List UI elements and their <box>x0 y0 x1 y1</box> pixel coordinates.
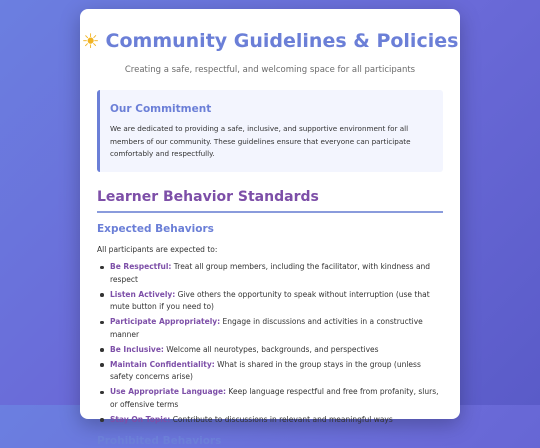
expected-behaviors-list <box>97 261 443 426</box>
behavior-description: Keep language respectful and free from profanity, slurs, or offensive terms <box>110 387 439 409</box>
list-item <box>97 344 443 357</box>
list-item <box>97 261 443 286</box>
page-title <box>81 29 459 53</box>
page-header <box>81 29 459 76</box>
list-item <box>97 316 443 341</box>
list-item <box>97 414 443 427</box>
prohibited-behaviors-heading: Prohibited Behaviors <box>97 435 222 447</box>
commitment-text: We are dedicated to providing a safe, inclusive, and supportive environment for all members of our community. These guidelines ensure that everyone can participate comfortably and respectfully. <box>110 124 411 158</box>
behavior-description: Give others the opportunity to speak without interruption (use that mute button if you need to) <box>110 289 430 311</box>
list-item <box>97 359 443 384</box>
behavior-description: Engage in discussions and activities in a constructive manner <box>110 317 423 339</box>
behavior-description: What is shared in the group stays in the group (unless safety concerns arise) <box>110 359 421 381</box>
behavior-description: Welcome all neurotypes, backgrounds, and perspectives <box>163 344 379 354</box>
section-title-learner-standards: Learner Behavior Standards <box>97 188 443 213</box>
commitment-box <box>97 90 443 172</box>
list-item <box>97 289 443 314</box>
behavior-term: Maintain Confidentiality: <box>110 359 215 369</box>
expected-behaviors-heading: Expected Behaviors <box>97 223 214 235</box>
behavior-description: Treat all group members, including the facilitator, with kindness and respect <box>110 262 431 284</box>
behavior-term: Use Appropriate Language: <box>110 387 227 396</box>
behavior-term: Participate Appropriately: <box>110 317 221 326</box>
behavior-description: Contribute to discussions in relevant and meaningful ways <box>170 414 393 424</box>
guidelines-card <box>80 9 460 447</box>
behavior-term: Stay On Topic: <box>110 414 171 424</box>
page-subtitle: Creating a safe, respectful, and welcoming space for all participants <box>124 65 416 75</box>
expected-behaviors-intro: All participants are expected to: <box>97 245 218 254</box>
page-title-text: Community Guidelines & Policies <box>105 30 459 52</box>
behavior-term: Be Respectful: <box>110 262 172 271</box>
commitment-heading: Our Commitment <box>110 103 212 115</box>
sun-icon: ☀ <box>81 29 100 53</box>
behavior-term: Listen Actively: <box>110 289 176 299</box>
list-item <box>97 386 443 411</box>
behavior-term: Be Inclusive: <box>110 344 164 354</box>
